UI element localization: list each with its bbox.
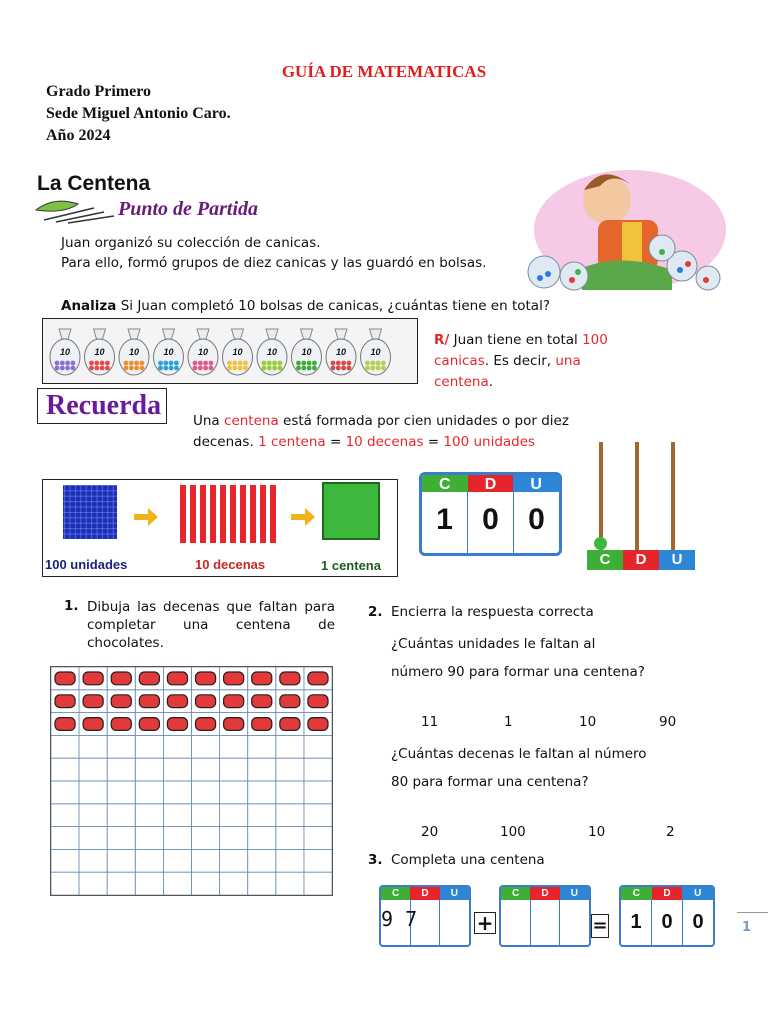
grid-cell <box>304 804 332 827</box>
grid-cell <box>304 849 332 872</box>
q2-options <box>391 824 691 844</box>
grid-cell <box>192 781 220 804</box>
base-ten-blocks-panel <box>42 479 398 577</box>
marble-bag <box>326 329 356 375</box>
grid-cell <box>163 735 191 758</box>
grid-cell <box>304 735 332 758</box>
chocolate <box>167 672 187 685</box>
exercise-3-number: 3. <box>368 852 383 868</box>
question-text: Si Juan completó 10 bolsas de canicas, ¿cuántas tiene en total? <box>120 298 550 314</box>
boy-with-marbles-illustration <box>512 160 726 300</box>
exercise-2-text: Encierra la respuesta correcta <box>391 604 594 620</box>
marble-bag <box>188 329 218 375</box>
chocolate <box>111 672 131 685</box>
marble-bags <box>43 319 417 383</box>
chocolate <box>139 695 159 708</box>
grid-cell <box>276 758 304 781</box>
recuerda-text: Una centena está formada por cien unidades o por diez decenas. 1 centena = 10 decenas = 100 unidades <box>193 413 569 450</box>
grid-cell <box>79 735 107 758</box>
grid-cell <box>220 827 248 850</box>
grid-cell <box>51 849 79 872</box>
grid-cell <box>51 804 79 827</box>
marble-bag <box>257 329 287 375</box>
exercise-3-text: Completa una centena <box>391 852 545 868</box>
abacus: C D U <box>587 442 697 572</box>
grid-cell <box>51 781 79 804</box>
answer-text: R/ Juan tiene en total 100 canicas. Es decir, una centena. <box>434 332 608 390</box>
grid-cell <box>135 758 163 781</box>
ten-rod <box>190 485 196 543</box>
grid-cell <box>79 849 107 872</box>
grid-cell <box>107 827 135 850</box>
cdu-addend-1: C D U 9 7 <box>379 885 471 947</box>
chocolate <box>167 695 187 708</box>
grid-cell <box>192 827 220 850</box>
ten-rod <box>260 485 266 543</box>
grid-cell <box>276 849 304 872</box>
option[interactable]: 10 <box>588 824 606 840</box>
marble-bags-panel <box>42 318 418 384</box>
grid-cell <box>163 781 191 804</box>
chocolate <box>55 672 75 685</box>
grid-cell <box>248 735 276 758</box>
recuerda-banner <box>37 388 167 424</box>
grid-cell <box>220 735 248 758</box>
intro-line-1: Juan organizó su colección de canicas. <box>61 235 321 251</box>
chocolate <box>83 672 103 685</box>
pencil-icon <box>34 196 118 224</box>
intro-line-2: Para ello, formó grupos de diez canicas y las guardó en bolsas. <box>61 255 487 271</box>
chocolate-grid <box>50 666 333 896</box>
grid-cell <box>79 804 107 827</box>
cdu-result: C D U 1 0 0 <box>619 885 715 947</box>
page-number-rule <box>737 912 768 913</box>
chocolate-grid-drawing <box>51 667 332 895</box>
grid-cell <box>107 804 135 827</box>
option[interactable]: 20 <box>421 824 439 840</box>
grid-cell <box>192 735 220 758</box>
grid-cell <box>220 872 248 895</box>
exercise-2-question-1: ¿Cuántas unidades le faltan al número 90 para formar una centena? <box>391 636 645 680</box>
hundred-label: 1 centena <box>321 558 381 573</box>
grid-cell <box>220 758 248 781</box>
bag-label: 10 <box>266 347 278 357</box>
grid-cell <box>192 804 220 827</box>
grid-cell <box>135 781 163 804</box>
ten-rod <box>230 485 236 543</box>
chocolate <box>55 695 75 708</box>
analiza-question <box>61 296 550 316</box>
grade-line: Grado Primero <box>46 83 152 100</box>
topic-subtitle: Punto de Partida <box>118 198 259 220</box>
grid-cell <box>276 872 304 895</box>
grid-cell <box>51 735 79 758</box>
grid-cell <box>163 849 191 872</box>
chocolate <box>196 672 216 685</box>
grid-cell <box>163 872 191 895</box>
q1-options <box>391 714 691 734</box>
units-label: 100 unidades <box>45 557 128 572</box>
tens-label: 10 decenas <box>195 557 266 572</box>
grid-cell <box>107 849 135 872</box>
equals-sign: = <box>592 915 608 936</box>
chocolate <box>252 672 272 685</box>
exercise-2-number: 2. <box>368 604 383 620</box>
year-line: Año 2024 <box>46 127 111 144</box>
ten-rod <box>240 485 246 543</box>
chocolate <box>252 695 272 708</box>
cdu-table: C D U 1 0 0 <box>419 472 562 556</box>
grid-cell <box>276 827 304 850</box>
grid-cell <box>51 872 79 895</box>
handwritten-97: 9 7 <box>381 907 418 931</box>
bag-label: 10 <box>59 347 71 357</box>
bag-label: 10 <box>301 347 312 357</box>
grid-cell <box>135 735 163 758</box>
hundred-units-grid <box>63 485 117 539</box>
arrow-icon <box>291 508 315 526</box>
grid-cell <box>304 758 332 781</box>
chocolate <box>280 718 300 731</box>
bag-label: 10 <box>232 347 243 357</box>
plus-sign: + <box>474 912 496 934</box>
grid-cell <box>276 781 304 804</box>
chocolate <box>139 718 159 731</box>
ten-rod <box>180 485 186 543</box>
chocolate <box>224 718 244 731</box>
grid-cell <box>276 735 304 758</box>
grid-cell <box>163 827 191 850</box>
grid-cell <box>79 758 107 781</box>
exercise-1-text: Dibuja las decenas que faltan para completar una centena de chocolates. <box>87 599 335 651</box>
option[interactable]: 1 <box>504 714 513 730</box>
option[interactable]: 100 <box>500 824 526 840</box>
grid-cell <box>248 872 276 895</box>
chocolate <box>308 718 328 731</box>
bag-label: 10 <box>163 347 174 357</box>
grid-cell <box>220 849 248 872</box>
grid-cell <box>192 872 220 895</box>
ten-rod <box>210 485 216 543</box>
chocolate <box>83 718 103 731</box>
chocolate <box>224 695 244 708</box>
grid-cell <box>220 781 248 804</box>
marble-bag <box>119 329 149 375</box>
bag-label: 10 <box>370 347 381 357</box>
chocolate <box>308 672 328 685</box>
analiza-label: Analiza <box>61 298 117 314</box>
grid-cell <box>304 872 332 895</box>
grid-cell <box>220 804 248 827</box>
bag-label: 10 <box>94 347 105 357</box>
ten-rod <box>270 485 276 543</box>
grid-cell <box>248 849 276 872</box>
grid-cell <box>135 872 163 895</box>
chocolate <box>196 718 216 731</box>
chocolate <box>252 718 272 731</box>
grid-cell <box>107 781 135 804</box>
marble-bag <box>292 329 322 375</box>
grid-cell <box>51 758 79 781</box>
grid-cell <box>79 781 107 804</box>
chocolate <box>111 695 131 708</box>
chocolate <box>111 718 131 731</box>
chocolate <box>167 718 187 731</box>
ten-rod <box>200 485 206 543</box>
grid-cell <box>248 827 276 850</box>
exercise-2-question-2: ¿Cuántas decenas le faltan al número 80 para formar una centena? <box>391 746 647 790</box>
grid-cell <box>276 804 304 827</box>
ten-rods <box>180 485 276 543</box>
ten-rod <box>220 485 226 543</box>
grid-cell <box>135 849 163 872</box>
grid-cell <box>192 849 220 872</box>
hundred-block <box>323 483 379 539</box>
option[interactable]: 11 <box>421 714 439 730</box>
grid-cell <box>79 827 107 850</box>
grid-cell <box>79 872 107 895</box>
bag-label: 10 <box>335 347 347 357</box>
grid-cell <box>135 804 163 827</box>
chocolate <box>196 695 216 708</box>
grid-cell <box>135 827 163 850</box>
marble-bag <box>50 329 80 375</box>
bag-label: 10 <box>197 347 209 357</box>
grid-cell <box>192 758 220 781</box>
grid-cell <box>163 758 191 781</box>
chocolate <box>308 695 328 708</box>
document-title: GUÍA DE MATEMATICAS <box>281 62 487 81</box>
chocolate <box>280 672 300 685</box>
chocolate <box>280 695 300 708</box>
option[interactable]: 2 <box>666 824 675 840</box>
topic-title: La Centena <box>37 172 151 195</box>
marble-bag <box>85 329 115 375</box>
chocolate <box>83 695 103 708</box>
exercise-1-number: 1. <box>64 598 79 614</box>
marble-bag <box>361 329 391 375</box>
grid-cell <box>248 758 276 781</box>
chocolate <box>139 672 159 685</box>
chocolate <box>55 718 75 731</box>
marble-bag <box>223 329 253 375</box>
grid-cell <box>107 735 135 758</box>
grid-cell <box>248 781 276 804</box>
grid-cell <box>304 827 332 850</box>
arrow-icon <box>134 508 158 526</box>
recuerda-label: Recuerda <box>46 390 162 421</box>
chocolate <box>224 672 244 685</box>
cdu-addend-2[interactable]: C D U <box>499 885 591 947</box>
grid-cell <box>304 781 332 804</box>
option[interactable]: 10 <box>579 714 597 730</box>
page-number: 1 <box>742 920 752 935</box>
bead <box>594 537 607 550</box>
grid-cell <box>107 758 135 781</box>
ten-rod <box>250 485 256 543</box>
grid-cell <box>163 804 191 827</box>
marble-bag <box>154 329 184 375</box>
grid-cell <box>51 827 79 850</box>
grid-cell <box>248 804 276 827</box>
bag-label: 10 <box>128 347 140 357</box>
site-line: Sede Miguel Antonio Caro. <box>46 105 231 122</box>
grid-cell <box>107 872 135 895</box>
option[interactable]: 90 <box>659 714 677 730</box>
